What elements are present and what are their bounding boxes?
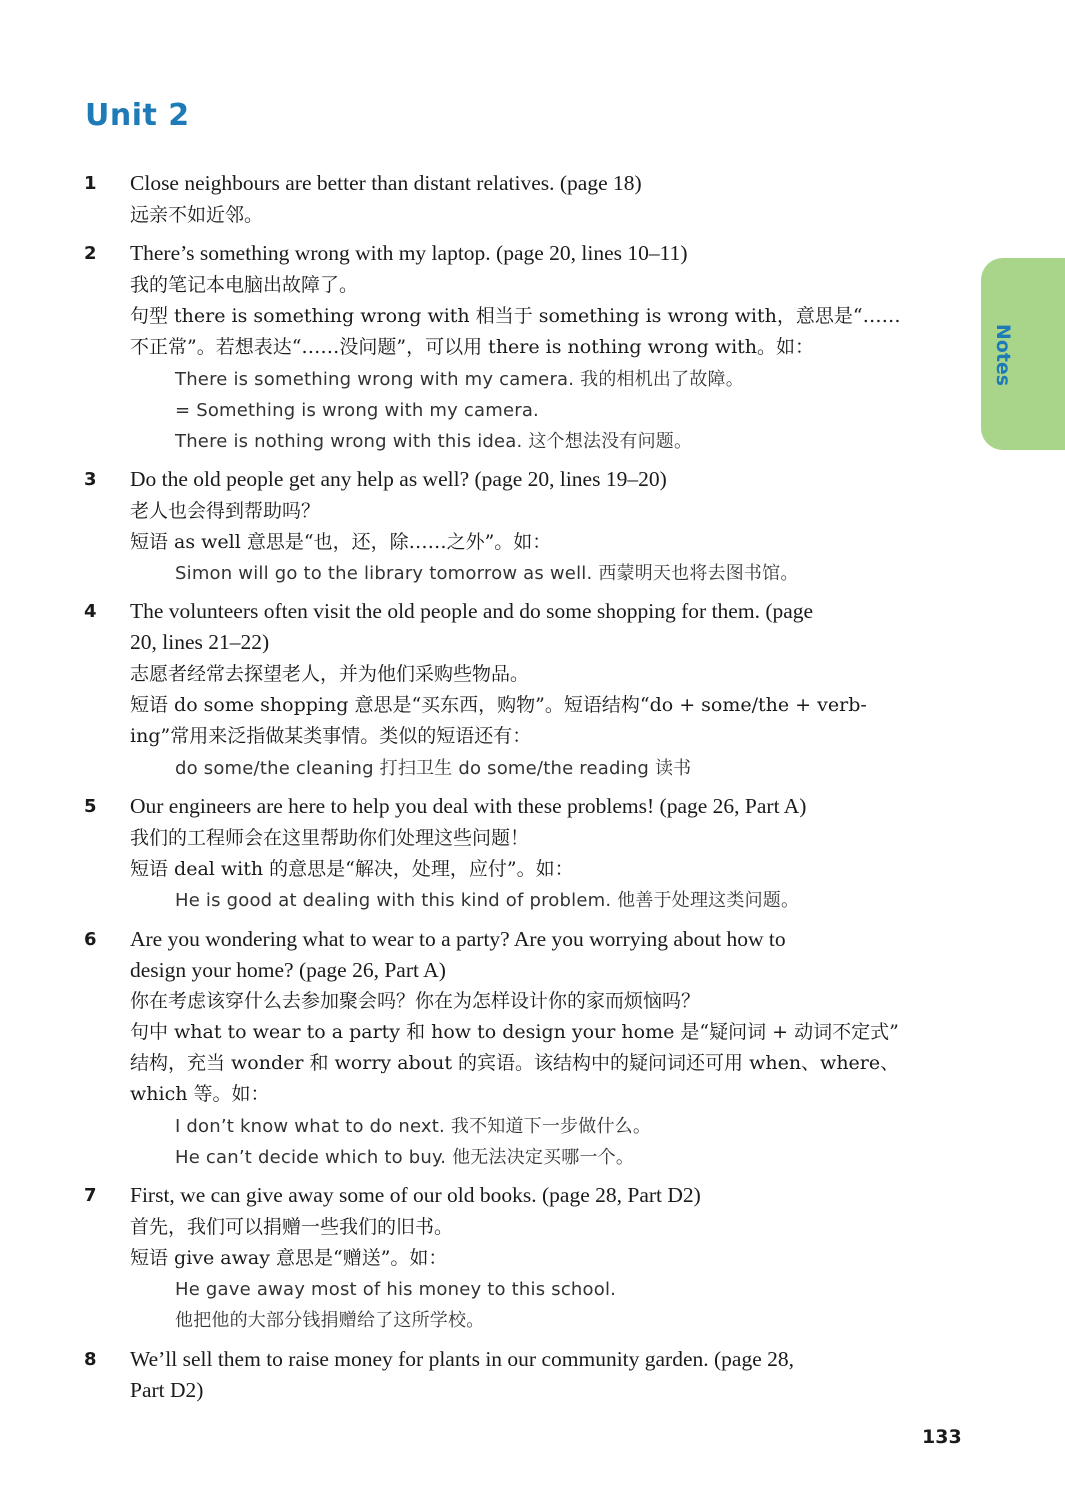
item-number: 4 [84,601,97,622]
item-explanation: which 等。如： [130,1083,270,1105]
item-translation: 志愿者经常去探望老人，并为他们采购些物品。 [130,663,530,685]
item-sentence: First, we can give away some of our old books. (page 28, Part D2) [130,1183,701,1207]
example-sentence: Simon will go to the library tomorrow as well. 西蒙明天也将去图书馆。 [175,563,799,584]
item-number: 5 [84,796,97,817]
item-sentence: Part D2) [130,1378,204,1402]
item-explanation: 结构，充当 wonder 和 worry about 的宾语。该结构中的疑问词还可用 when、where、 [130,1052,900,1074]
item-translation: 首先，我们可以捐赠一些我们的旧书。 [130,1216,454,1238]
item-sentence: The volunteers often visit the old people and do some shopping for them. (page [130,599,814,623]
item-number: 2 [84,243,97,264]
item-sentence: 20, lines 21–22) [130,630,270,654]
item-sentence: design your home? (page 26, Part A) [130,958,446,982]
item-number: 3 [84,469,97,490]
item-sentence: Are you wondering what to wear to a party? Are you worrying about how to [130,927,786,951]
notes-tab-label: Notes [992,323,1015,387]
item-explanation: 句型 there is something wrong with 相当于 something is wrong with，意思是“…… [130,305,901,327]
example-sentence: do some/the cleaning 打扫卫生 do some/the reading 读书 [175,758,692,779]
item-translation: 你在考虑该穿什么去参加聚会吗？你在为怎样设计你的家而烦恼吗？ [130,990,701,1012]
item-translation: 我们的工程师会在这里帮助你们处理这些问题！ [130,827,530,849]
example-sentence: There is something wrong with my camera. 我的相机出了故障。 [175,369,744,390]
item-number: 1 [84,173,97,194]
notes-tab-label-wrap [990,320,1016,390]
item-explanation: 短语 give away 意思是“赠送”。如： [130,1247,448,1269]
item-explanation: 短语 do some shopping 意思是“买东西，购物”。短语结构“do + some/the + verb- [130,694,867,716]
item-sentence: We’ll sell them to raise money for plants in our community garden. (page 28, [130,1347,795,1371]
page-title: Unit 2 [85,98,190,133]
item-translation: 我的笔记本电脑出故障了。 [130,274,359,296]
item-explanation: 句中 what to wear to a party 和 how to design your home 是“疑问词 + 动词不定式” [130,1021,899,1043]
example-sentence: I don’t know what to do next. 我不知道下一步做什么。 [175,1116,652,1137]
item-explanation: ing”常用来泛指做某类事情。类似的短语还有： [130,725,532,747]
item-explanation: 不正常”。若想表达“……没问题”，可以用 there is nothing wrong with。如： [130,336,815,358]
item-number: 7 [84,1185,97,1206]
item-explanation: 短语 deal with 的意思是“解决，处理，应付”。如： [130,858,574,880]
example-sentence: He gave away most of his money to this school. [175,1279,617,1300]
item-sentence: Do the old people get any help as well? (page 20, lines 19–20) [130,467,667,491]
item-explanation: 短语 as well 意思是“也，还，除……之外”。如： [130,531,552,553]
example-sentence: There is nothing wrong with this idea. 这个想法没有问题。 [175,431,693,452]
example-sentence: He is good at dealing with this kind of problem. 他善于处理这类问题。 [175,890,800,911]
example-sentence: He can’t decide which to buy. 他无法决定买哪一个。 [175,1147,635,1168]
item-sentence: Close neighbours are better than distant relatives. (page 18) [130,171,642,195]
item-sentence: There’s something wrong with my laptop. (page 20, lines 10–11) [130,241,688,265]
page-number: 133 [922,1426,962,1448]
example-sentence: 他把他的大部分钱捐赠给了这所学校。 [175,1310,485,1331]
item-number: 6 [84,929,97,950]
example-sentence: = Something is wrong with my camera. [175,400,539,421]
item-sentence: Our engineers are here to help you deal with these problems! (page 26, Part A) [130,794,807,818]
item-number: 8 [84,1349,97,1370]
item-translation: 老人也会得到帮助吗？ [130,500,321,522]
item-translation: 远亲不如近邻。 [130,204,264,226]
